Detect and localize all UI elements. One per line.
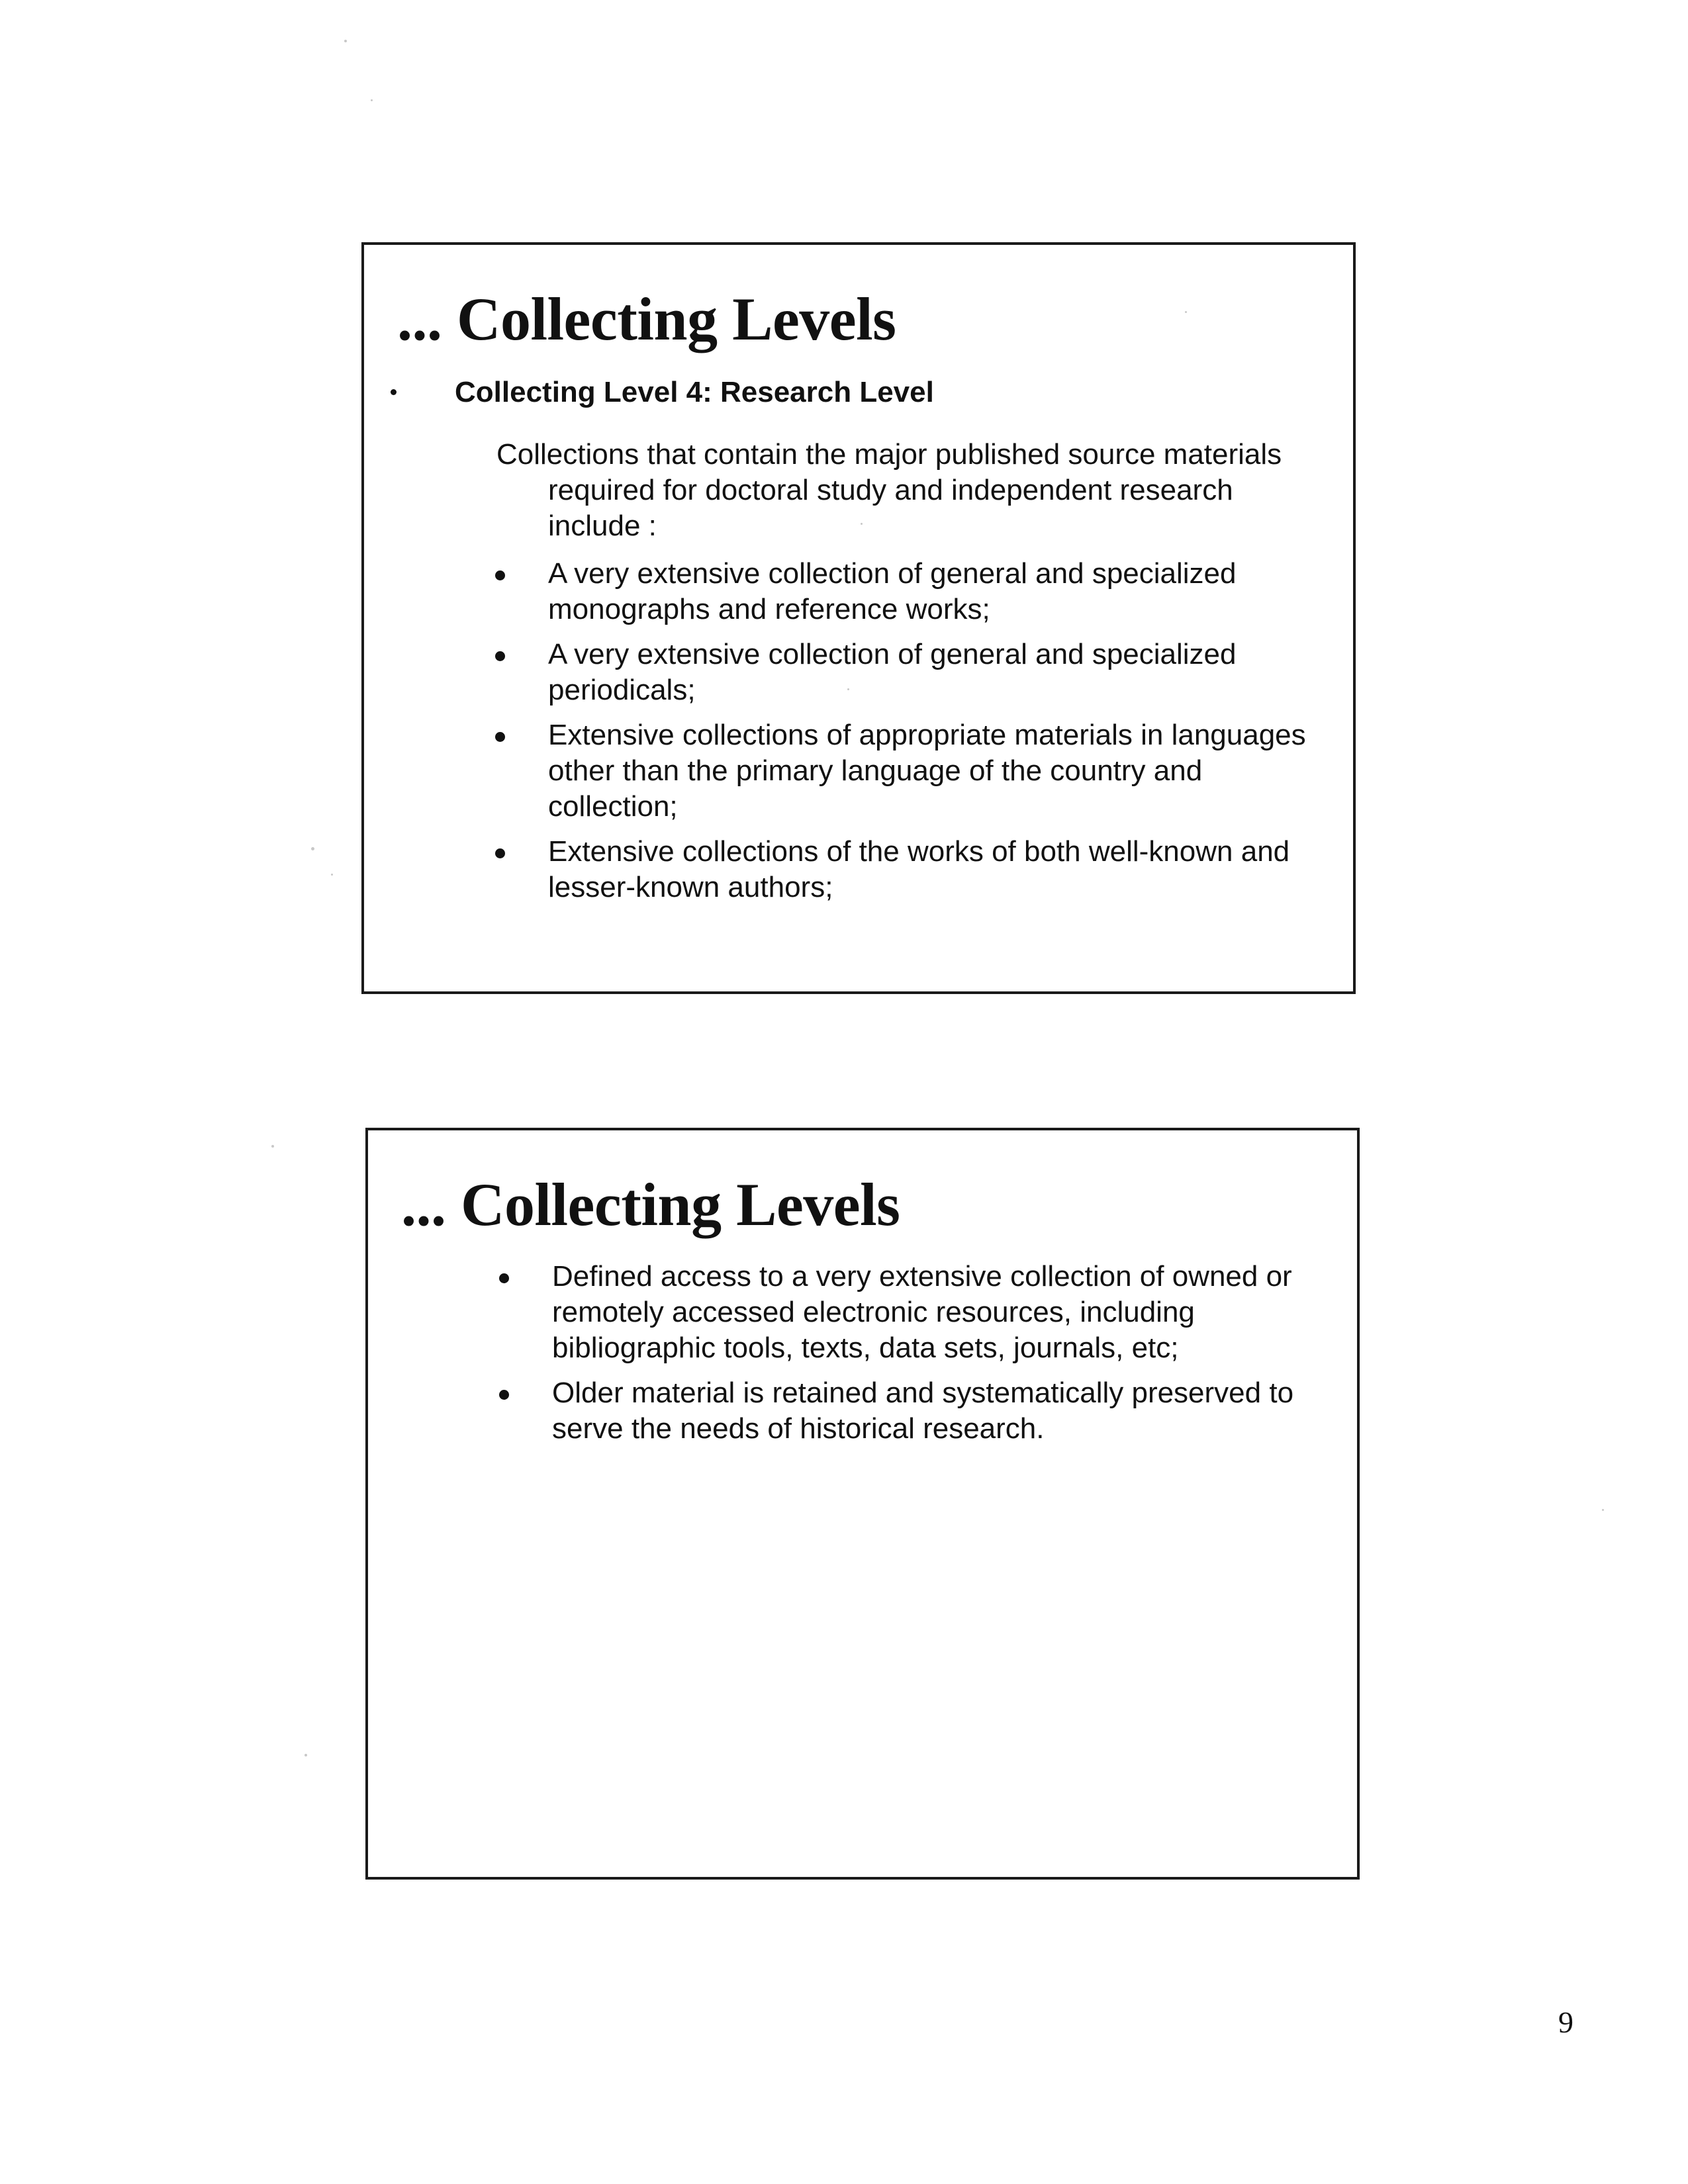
list-item: [494, 556, 1328, 627]
bullet-list: [494, 556, 1328, 915]
list-item: [498, 1375, 1332, 1447]
intro-paragraph: Collections that contain the major published source materials required for doctoral study and independent research include :: [496, 438, 1282, 542]
scan-speck: [305, 1754, 307, 1756]
list-item: [494, 717, 1328, 825]
list-item: [494, 834, 1328, 905]
bullet-icon: [495, 570, 505, 580]
level-heading: [391, 375, 934, 410]
bullet-icon: [499, 1273, 509, 1283]
level-heading-text: Collecting Level 4: Research Level: [455, 376, 934, 408]
bullet-icon: [499, 1390, 509, 1400]
scan-speck: [271, 1145, 274, 1148]
list-item: [498, 1259, 1332, 1366]
scan-speck: [344, 40, 347, 42]
list-item: [494, 637, 1328, 708]
slide-1: [361, 242, 1356, 994]
list-item-text: Extensive collections of the works of both well-known and lesser-known authors;: [548, 835, 1290, 903]
bullet-icon: [495, 732, 505, 742]
scan-speck: [847, 688, 849, 690]
bullet-icon: [391, 389, 397, 395]
bullet-icon: [495, 651, 505, 661]
page-number: 9: [1558, 2005, 1573, 2039]
list-item-text: A very extensive collection of general and specialized periodicals;: [548, 638, 1237, 706]
list-item-text: Defined access to a very extensive collection of owned or remotely accessed electronic resources, including bibliographic tools, texts, data sets, journals, etc;: [552, 1260, 1292, 1364]
list-item-text: A very extensive collection of general and specialized monographs and reference works;: [548, 557, 1237, 625]
bullet-list: [498, 1259, 1332, 1456]
list-item-text: Older material is retained and systematically preserved to serve the needs of historical research.: [552, 1377, 1294, 1445]
list-item-text: Extensive collections of appropriate materials in languages other than the primary language of the country and collection;: [548, 719, 1306, 823]
scan-speck: [1602, 1509, 1604, 1511]
scan-speck: [1185, 311, 1187, 313]
scan-speck: [371, 99, 373, 101]
bullet-icon: [495, 848, 505, 858]
slide-2: [365, 1128, 1360, 1880]
slide-title: ... Collecting Levels: [397, 285, 896, 353]
scan-speck: [331, 874, 333, 876]
scan-speck: [861, 523, 863, 525]
scan-speck: [311, 847, 314, 850]
slide-title: ... Collecting Levels: [401, 1171, 900, 1238]
